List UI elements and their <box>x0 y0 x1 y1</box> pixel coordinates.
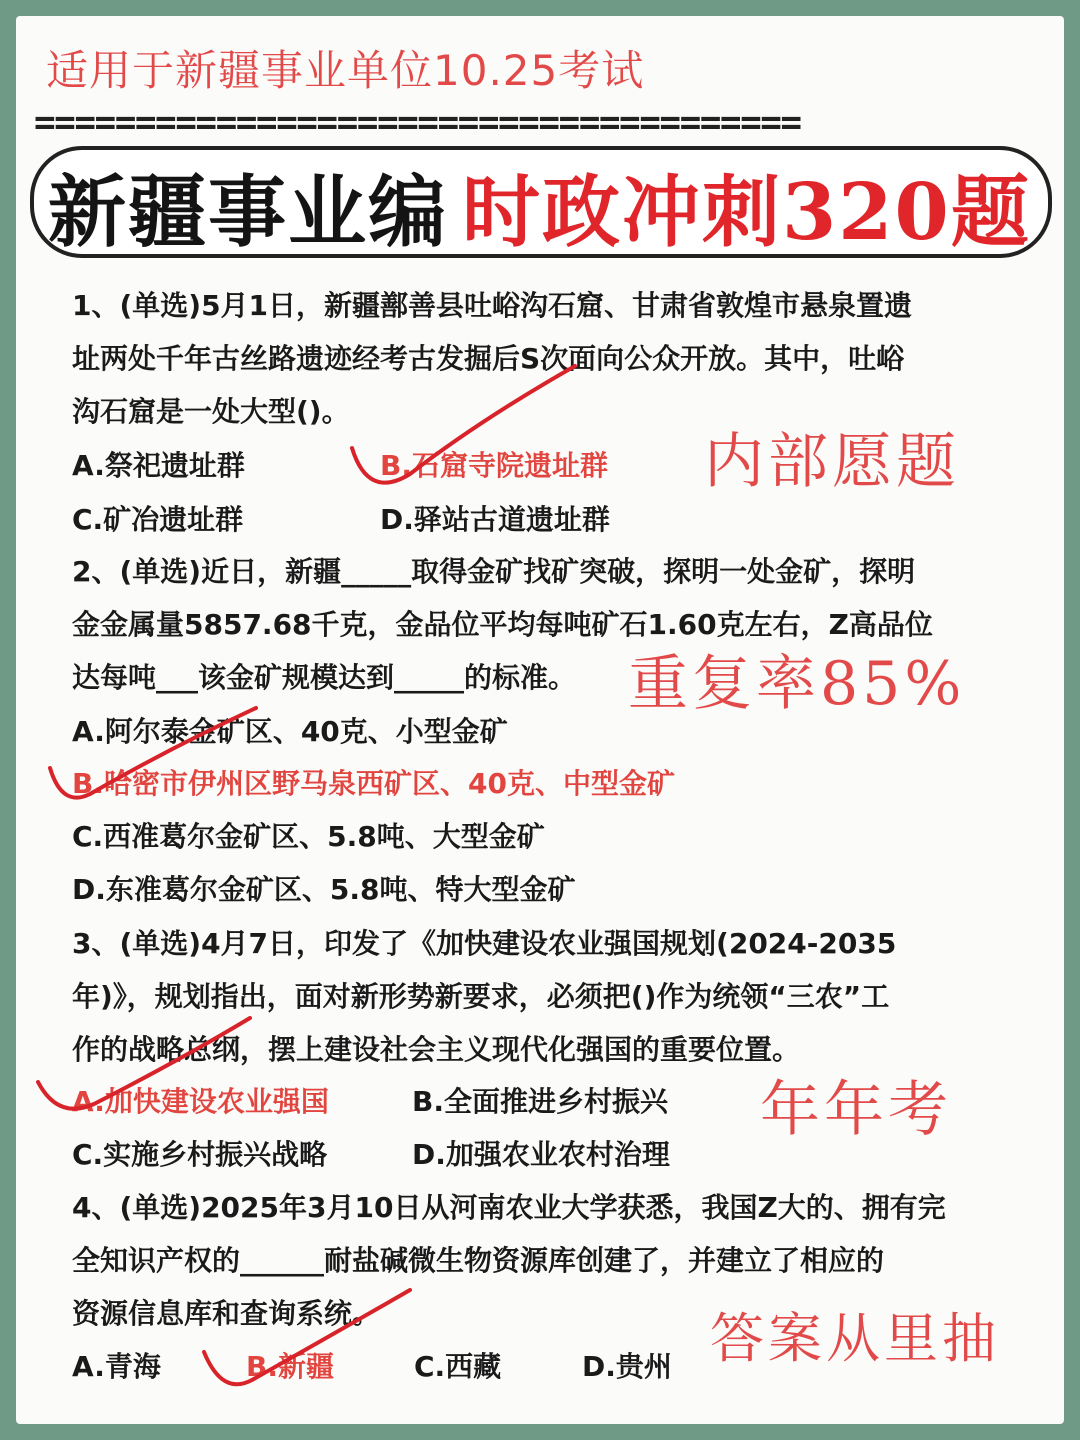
q1-option-c: C.矿冶遗址群 <box>72 503 244 536</box>
q3-line-2: 年)》，规划指出，面对新形势新要求，必须把()作为统领“三农”工 <box>72 980 890 1013</box>
q2-line-2: 金金属量5857.68千克，金品位平均每吨矿石1.60克左右，Z高品位 <box>72 608 933 641</box>
handwritten-note-internal: 内部愿题 <box>704 427 960 497</box>
q2-option-c: C.西准葛尔金矿区、5.8吨、大型金矿 <box>72 820 545 853</box>
q3-option-c: C.实施乡村振兴战略 <box>72 1138 328 1171</box>
q2-line-1: 2、(单选)近日，新疆_____取得金矿找矿突破，探明一处金矿，探明 <box>72 555 916 588</box>
check-mark-q4-icon <box>204 1290 410 1384</box>
exam-note: 适用于新疆事业单位10.25考试 <box>46 46 645 95</box>
q3-option-a-answer: A.加快建设农业强国 <box>72 1085 329 1118</box>
check-mark-q1-icon <box>352 366 575 483</box>
q4-line-2: 全知识产权的______耐盐碱微生物资源库创建了，并建立了相应的 <box>72 1244 885 1277</box>
q4-option-a: A.青海 <box>72 1350 161 1383</box>
q4-line-3: 资源信息库和查询系统。 <box>72 1297 381 1330</box>
q4-option-b-answer: B.新疆 <box>246 1350 334 1383</box>
q1-option-a: A.祭祀遗址群 <box>72 449 245 482</box>
q3-line-1: 3、(单选)4月7日，印发了《加快建设农业强国规划(2024-2035 <box>72 927 897 960</box>
title-black-part: 新疆事业编 <box>48 167 449 258</box>
q2-option-b-answer: B.哈密市伊州区野马泉西矿区、40克、中型金矿 <box>72 767 675 800</box>
q3-line-3: 作的战略总纲，摆上建设社会主义现代化强国的重要位置。 <box>72 1033 801 1066</box>
handwritten-note-repeat-rate: 重复率85% <box>628 649 966 719</box>
handwritten-note-yearly: 年年考 <box>760 1075 952 1145</box>
q2-line-3: 达每吨___该金矿规模达到_____的标准。 <box>72 661 577 694</box>
check-mark-q3-icon <box>38 1018 250 1109</box>
q4-line-1: 4、(单选)2025年3月10日从河南农业大学获悉，我国Z大的、拥有完 <box>72 1191 946 1224</box>
divider-line: ====================================== <box>34 102 801 143</box>
q1-line-3: 沟石窟是一处大型()。 <box>72 395 350 428</box>
q2-option-d: D.东准葛尔金矿区、5.8吨、特大型金矿 <box>72 873 576 906</box>
q1-option-d: D.驿站古道遗址群 <box>380 503 610 536</box>
q1-line-2: 址两处千年古丝路遗迹经考古发掘后S次面向公众开放。其中，吐峪 <box>72 342 905 375</box>
check-mark-q2-icon <box>50 708 256 798</box>
q1-line-1: 1、(单选)5月1日，新疆鄯善县吐峪沟石窟、甘肃省敦煌市悬泉置遗 <box>72 289 913 322</box>
q1-option-b-answer: B.石窟寺院遗址群 <box>380 449 608 482</box>
q2-option-a: A.阿尔泰金矿区、40克、小型金矿 <box>72 715 508 748</box>
q4-option-c: C.西藏 <box>414 1350 502 1383</box>
handwritten-note-answers: 答案从里抽 <box>710 1307 1000 1370</box>
q4-option-d: D.贵州 <box>582 1350 672 1383</box>
q3-option-b: B.全面推进乡村振兴 <box>412 1085 668 1118</box>
title-red-part: 时政冲刺320题 <box>462 167 1031 258</box>
q3-option-d: D.加强农业农村治理 <box>412 1138 670 1171</box>
